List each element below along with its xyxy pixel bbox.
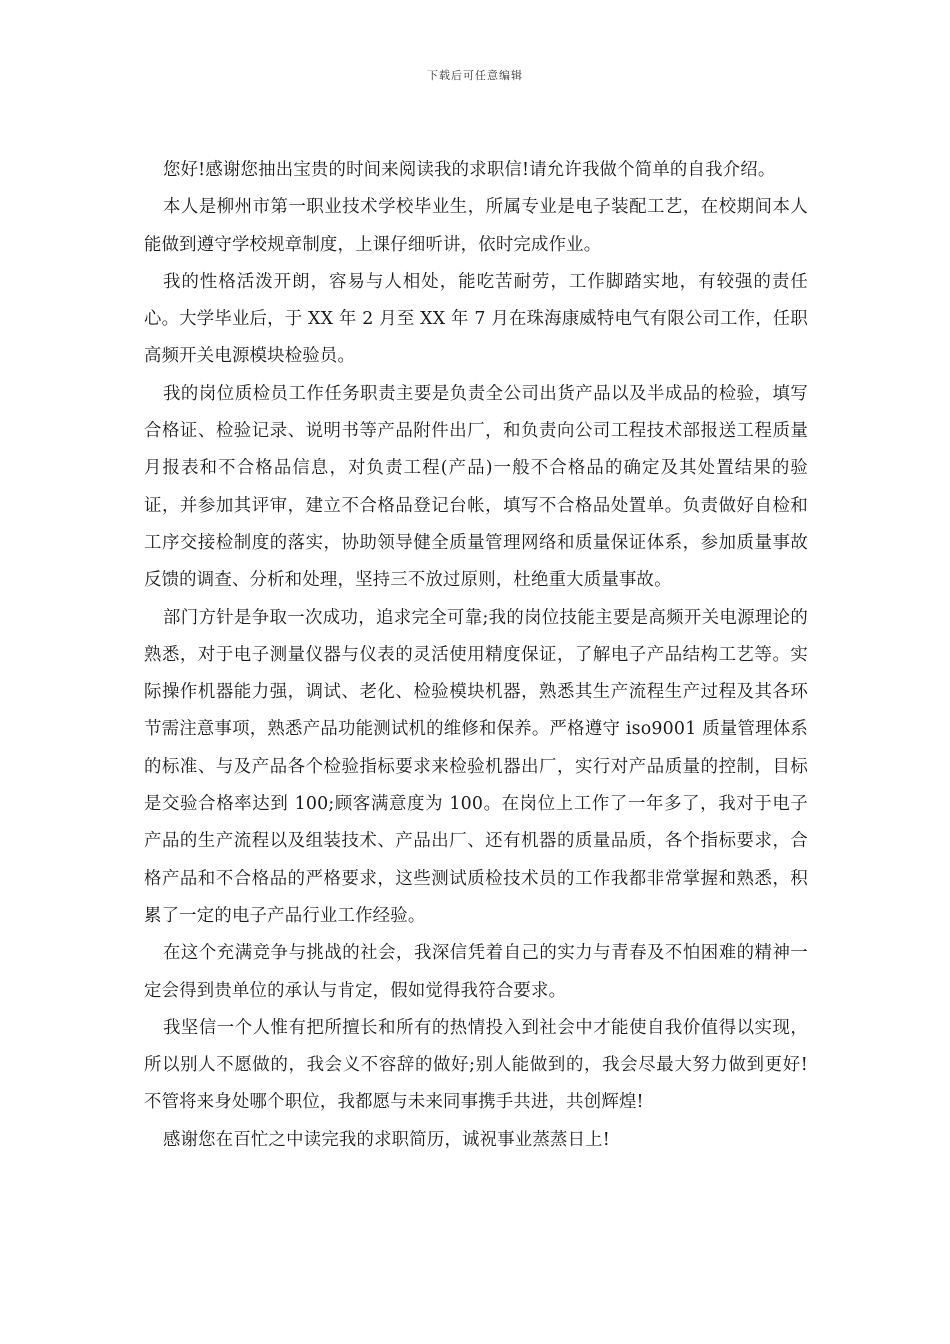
paragraph-commitment: 我坚信一个人惟有把所擅长和所有的热情投入到社会中才能使自我价值得以实现，所以别人不愿做的，我会义不容辞的做好;别人能做到的，我会尽最大努力做到更好!不管将来身处哪个职位，我都愿与未来同事携手共进，共创辉煌! bbox=[144, 1017, 808, 1113]
cover-letter-body bbox=[144, 152, 808, 1159]
paragraph-personality-experience: 我的性格活泼开朗，容易与人相处，能吃苦耐劳，工作脚踏实地，有较强的责任心。大学毕业后，于 XX 年 2 月至 XX 年 7 月在珠海康威特电气有限公司工作，任职高频开关电源模块检验员。 bbox=[144, 271, 808, 367]
paragraph-job-duties: 我的岗位质检员工作任务职责主要是负责全公司出货产品以及半成品的检验，填写合格证、检验记录、说明书等产品附件出厂，和负责向公司工程技术部报送工程质量月报表和不合格品信息，对负责工程(产品)一般不合格品的确定及其处置结果的验证，并参加其评审，建立不合格品登记台帐，填写不合格品处置单。负责做好自检和工序交接检制度的落实，协助领导健全质量管理网络和质量保证体系，参加质量事故反馈的调查、分析和处理，坚持三不放过原则，杜绝重大质量事故。 bbox=[144, 383, 808, 591]
paragraph-closing: 感谢您在百忙之中读完我的求职简历，诚祝事业蒸蒸日上! bbox=[163, 1129, 610, 1150]
paragraph-confidence: 在这个充满竞争与挑战的社会，我深信凭着自己的实力与青春及不怕困难的精神一定会得到贵单位的承认与肯定，假如觉得我符合要求。 bbox=[144, 943, 808, 1001]
page-header-watermark: 下载后可任意编辑 bbox=[427, 69, 523, 82]
paragraph-greeting: 您好!感谢您抽出宝贵的时间来阅读我的求职信!请允许我做个简单的自我介绍。 bbox=[163, 160, 776, 180]
paragraph-education: 本人是柳州市第一职业技术学校毕业生，所属专业是电子装配工艺，在校期间本人能做到遵守学校规章制度，上课仔细听讲，依时完成作业。 bbox=[144, 197, 808, 255]
paragraph-skills: 部门方针是争取一次成功，追求完全可靠;我的岗位技能主要是高频开关电源理论的熟悉，对于电子测量仪器与仪表的灵活使用精度保证，了解电子产品结构工艺等。实际操作机器能力强，调试、老化、检验模块机器，熟悉其生产流程生产过程及其各环节需注意事项，熟悉产品功能测试机的维修和保养。严格遵守 iso9001 质量管理体系的标准、与及产品各个检验指标要求来检验机器出厂，实行对产品质量的控制，目标是交验合格率达到 100;顾客满意度为 100。在岗位上工作了一年多了，我对于电子产品的生产流程以及组装技术、产品出厂、还有机器的质量品质，各个指标要求，合格产品和不合格品的严格要求，这些测试质检技术员的工作我都非常掌握和熟悉，积累了一定的电子产品行业工作经验。 bbox=[144, 607, 808, 926]
